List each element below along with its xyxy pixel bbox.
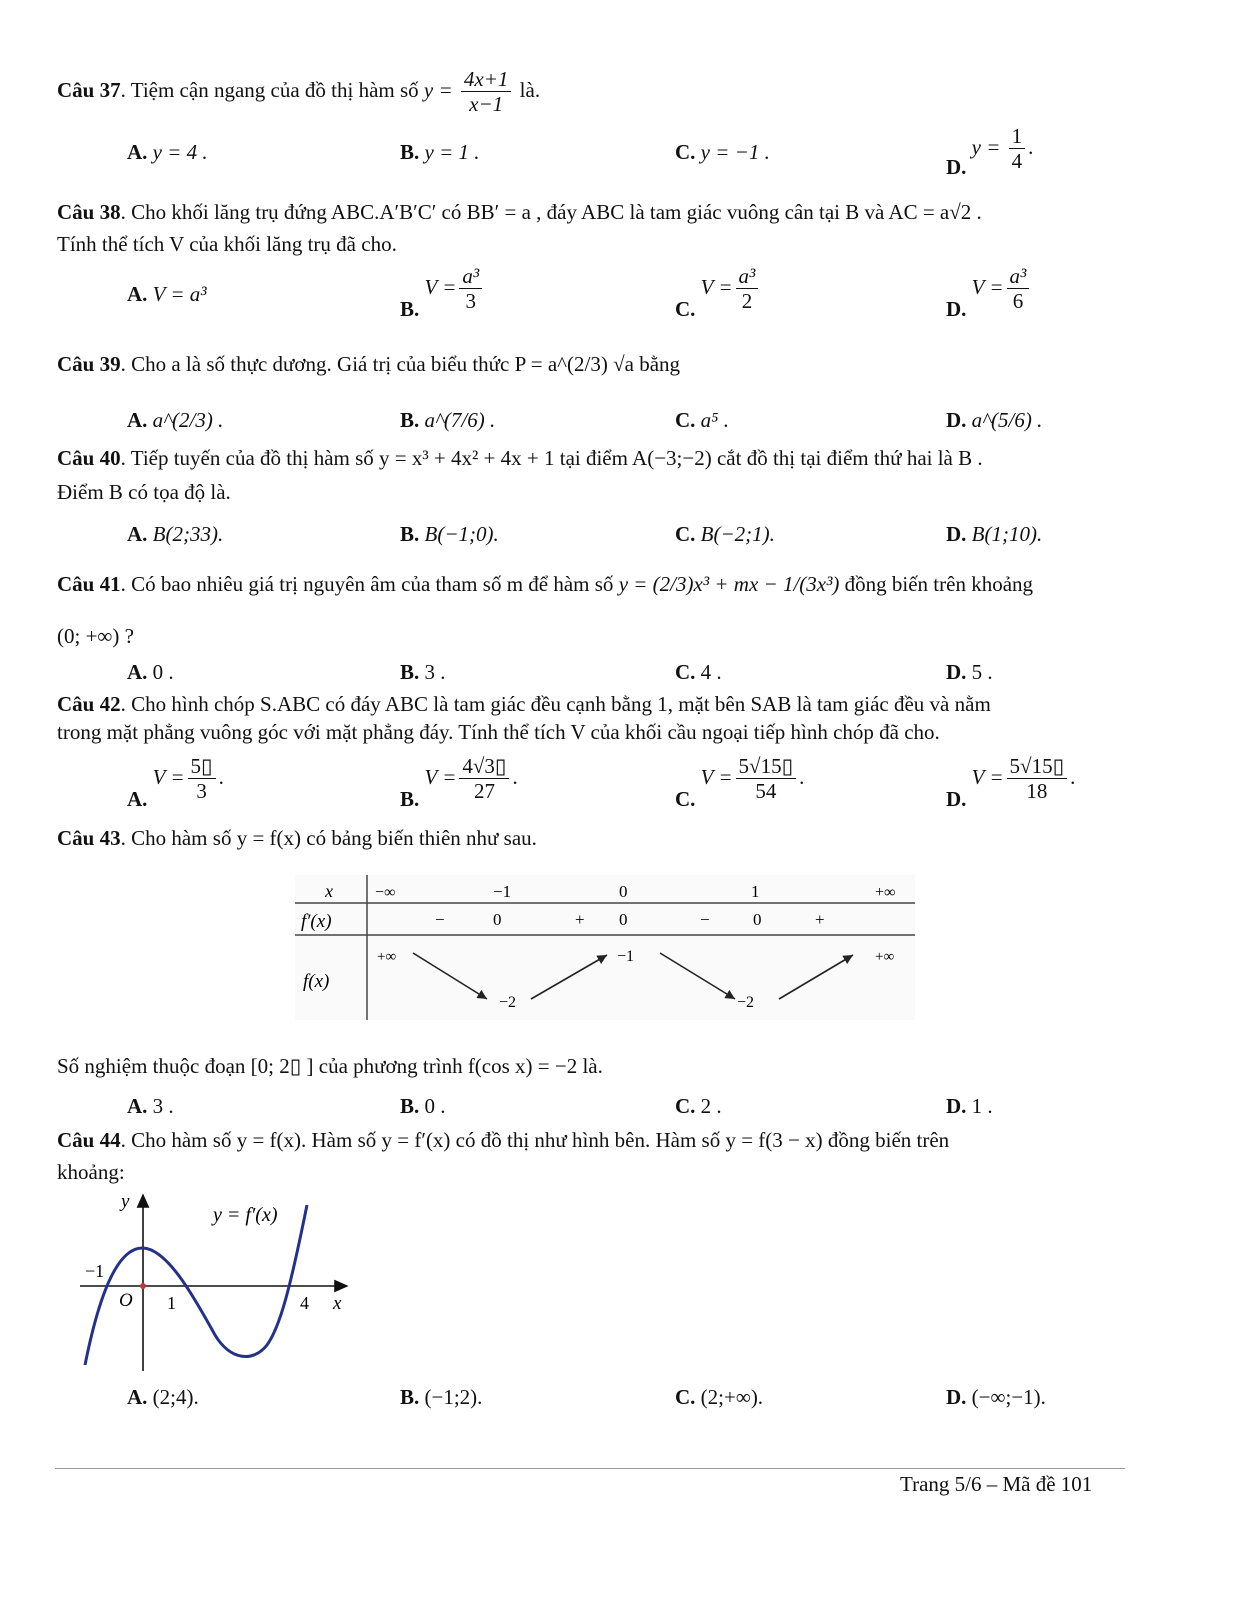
q40-option-c: C. B(−2;1).	[675, 522, 775, 546]
question-label: Câu 37	[57, 77, 121, 102]
table-fp-val: 0	[493, 910, 502, 929]
q44-option-d: D. (−∞;−1).	[946, 1385, 1046, 1409]
table-f-val: +∞	[377, 949, 397, 965]
question-39: Câu 39. Cho a là số thực dương. Giá trị của biểu thức P = a^(2/3) √a bằng	[57, 352, 681, 376]
page-footer: Trang 5/6 – Mã đề 101	[900, 1472, 1093, 1496]
table-x-label: x	[325, 881, 333, 901]
q38-option-b: B. V = $\frac{\text{a³}}{3}$	[400, 265, 485, 322]
question-44-line2: khoảng:	[57, 1160, 125, 1184]
q43-option-c: C. 2 .	[675, 1094, 722, 1118]
table-fp-val: 0	[753, 910, 762, 929]
question-38: Câu 38. Cho khối lăng trụ đứng ABC.A′B′C′ có BB′ = a , đáy ABC là tam giác vuông cân tại B và AC = a√2 .	[57, 200, 982, 224]
table-fp-label: f′(x)	[301, 911, 332, 932]
q38-option-a: A. V = a³	[127, 282, 207, 306]
q39-option-a: A. a^(2/3) .	[127, 408, 224, 432]
question-37: Câu 37. Tiệm cận ngang của đồ thị hàm số y = $\frac{4x+1}{x-1}$ là.	[57, 67, 541, 117]
q43-option-a: A. 3 .	[127, 1094, 174, 1118]
question-41-line2: (0; +∞) ?	[57, 624, 134, 648]
q37-option-c: C. y = −1 .	[675, 140, 770, 164]
table-f-val: −1	[617, 948, 635, 965]
q40-option-d: D. B(1;10).	[946, 522, 1043, 546]
derivative-curve	[85, 1205, 307, 1365]
table-x-val: 0	[619, 882, 628, 901]
q43-option-d: D. 1 .	[946, 1094, 993, 1118]
question-42: Câu 42. Cho hình chóp S.ABC có đáy ABC là tam giác đều cạnh bằng 1, mặt bên SAB là tam giác đều và nằm	[57, 692, 991, 716]
table-fp-val: −	[435, 910, 445, 929]
q41-option-a: A. 0 .	[127, 660, 174, 684]
question-43-line2: Số nghiệm thuộc đoạn [0; 2▯ ] của phương trình f(cos x) = −2 là.	[57, 1054, 603, 1078]
q37-option-b: B. y = 1 .	[400, 140, 480, 164]
q42-option-a: A. V = $\frac{5▯}{3}$ .	[127, 754, 224, 811]
table-x-val: −∞	[375, 884, 396, 901]
footer-divider	[55, 1468, 1125, 1469]
question-42-line2: trong mặt phẳng vuông góc với mặt phẳng đáy. Tính thể tích V của khối cầu ngoại tiếp hình chóp đã cho.	[57, 720, 940, 744]
origin-point	[140, 1283, 146, 1289]
table-fp-val: +	[815, 910, 825, 929]
variation-table	[295, 875, 915, 1020]
q41-option-d: D. 5 .	[946, 660, 993, 684]
question-38-line2: Tính thể tích V của khối lăng trụ đã cho.	[57, 232, 397, 256]
q38-option-d: D. V = $\frac{\text{a³}}{6}$	[946, 265, 1032, 322]
curve-label: y = f′(x)	[213, 1204, 278, 1226]
table-x-val: −1	[493, 882, 512, 901]
derivative-graph	[75, 1185, 365, 1375]
question-41: Câu 41. Có bao nhiêu giá trị nguyên âm của tham số m để hàm số y = (2/3)x³ + mx − 1/(3x³) đồng biến trên khoảng	[57, 572, 1034, 596]
q42-option-c: C. V = $\frac{5√15▯}{54}$ .	[675, 754, 805, 811]
q37-option-d: D. y = $\frac{1}{4}$ .	[946, 124, 1034, 179]
table-f-val: −2	[499, 994, 517, 1011]
q40-option-b: B. B(−1;0).	[400, 522, 499, 546]
tick-label: −1	[85, 1261, 105, 1281]
table-fp-val: −	[700, 910, 710, 929]
table-f-label: f(x)	[303, 971, 330, 992]
table-fp-val: 0	[619, 910, 628, 929]
q42-option-b: B. V = $\frac{4√3▯}{27}$ .	[400, 754, 518, 811]
y-axis-label: y	[121, 1191, 130, 1212]
table-x-val: 1	[751, 882, 760, 901]
q40-option-a: A. B(2;33).	[127, 522, 224, 546]
q42-option-d: D. V = $\frac{5√15▯}{18}$ .	[946, 754, 1076, 811]
q41-option-c: C. 4 .	[675, 660, 722, 684]
table-f-val: −2	[737, 994, 755, 1011]
q44-option-a: A. (2;4).	[127, 1385, 199, 1409]
q43-option-b: B. 0 .	[400, 1094, 446, 1118]
origin-label: O	[119, 1290, 133, 1311]
x-axis-label: x	[333, 1293, 342, 1314]
table-x-val: +∞	[875, 884, 896, 901]
q39-option-b: B. a^(7/6) .	[400, 408, 496, 432]
table-f-val: +∞	[875, 949, 895, 965]
q41-option-b: B. 3 .	[400, 660, 446, 684]
tick-label: 4	[300, 1293, 309, 1313]
q39-option-c: C. a⁵ .	[675, 408, 729, 432]
q37-option-a: A. y = 4 .	[127, 140, 208, 164]
q38-option-c: C. V = $\frac{\text{a³}}{2}$	[675, 265, 761, 322]
tick-label: 1	[167, 1293, 176, 1313]
q39-option-d: D. a^(5/6) .	[946, 408, 1043, 432]
question-40: Câu 40. Tiếp tuyến của đồ thị hàm số y = x³ + 4x² + 4x + 1 tại điểm A(−3;−2) cắt đồ thị tại điểm thứ hai là B .	[57, 446, 983, 470]
question-40-line2: Điểm B có tọa độ là.	[57, 480, 231, 504]
table-fp-val: +	[575, 910, 585, 929]
question-43: Câu 43. Cho hàm số y = f(x) có bảng biến thiên như sau.	[57, 826, 537, 850]
question-44: Câu 44. Cho hàm số y = f(x). Hàm số y = f′(x) có đồ thị như hình bên. Hàm số y = f(3 − x) đồng biến trên	[57, 1128, 950, 1152]
q44-option-b: B. (−1;2).	[400, 1385, 483, 1409]
q44-option-c: C. (2;+∞).	[675, 1385, 764, 1409]
